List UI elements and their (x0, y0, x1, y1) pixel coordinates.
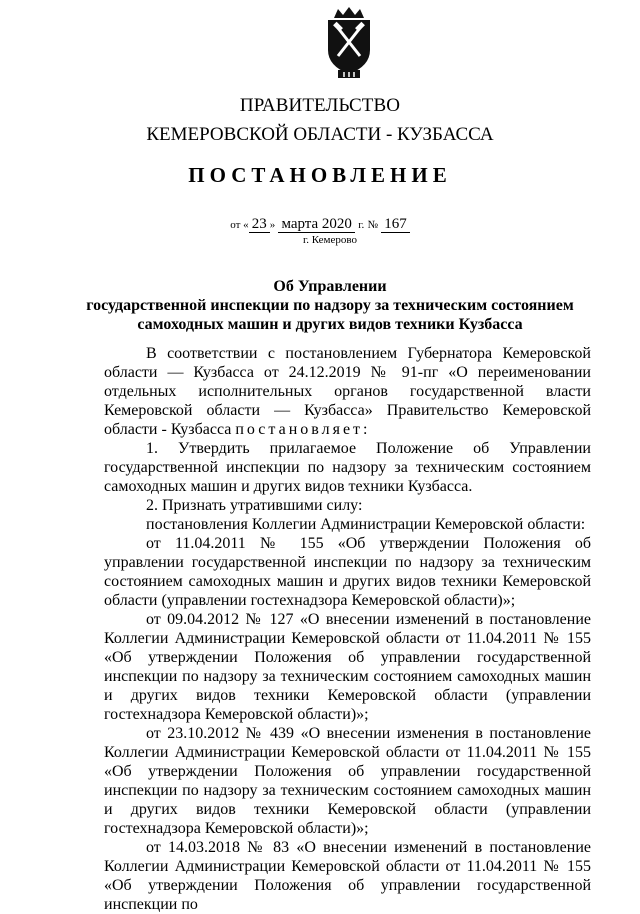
number-label: № (367, 219, 378, 231)
document-type-title: ПОСТАНОВЛЕНИЕ (188, 163, 452, 187)
subject-line1: Об Управлении (273, 278, 387, 295)
paragraph-item-1: 1. Утвердить прилагаемое Положение об Управлении государственной инспекции по надзору за техническим состоянием самоходных машин и других видов техники Кузбасса. (104, 440, 591, 495)
paragraph-repealed-1: от 11.04.2011 № 155 «Об утверждении Положения об управлении государственной инспекции по надзору за техническим состоянием самоходных машин и других видов техники Кемеровской области (управлении гостехнадзора Кемеровской области)»; (104, 535, 591, 609)
subject-line2: государственной инспекции по надзору за техническим состоянием (86, 297, 574, 314)
city-name: г. Кемерово (302, 234, 358, 246)
date-day: 23 (249, 216, 270, 233)
preamble-text: В соответствии с постановлением Губернатора Кемеровской области — Кузбасса от 24.12.2019 № 91-пг «О переименовании отдельных исполнительных органов государственной власти Кемеровской области — Кузбасса» Правительство Кемеровской области - Кузбасса (104, 345, 591, 438)
date-number-line (0, 216, 640, 233)
paragraph-repealed-4: от 14.03.2018 № 83 «О внесении изменений в постановление Коллегии Администрации Кемеровской области от 11.04.2011 № 155 «Об утверждении Положения об управлении государственной инспекции по (104, 839, 591, 913)
document-body (104, 344, 591, 914)
coat-of-arms-icon (320, 4, 378, 82)
paragraph-preamble (104, 344, 591, 439)
document-subject (60, 277, 600, 334)
government-name-line2: КЕМЕРОВСКОЙ ОБЛАСТИ - КУЗБАССА (146, 124, 494, 145)
preamble-resolves: постановляет: (235, 421, 371, 438)
paragraph-repealed-2: от 09.04.2012 № 127 «О внесении изменений в постановление Коллегии Администрации Кемеровской области от 11.04.2011 № 155 «Об утверждении Положения об управлении государственной инспекции по надзору за техническим состоянием самоходных машин и других видов техники Кемеровской области (управлении гостехнадзора Кемеровской области)»; (104, 611, 591, 723)
document-number: 167 (381, 216, 410, 233)
government-name-line1: ПРАВИТЕЛЬСТВО (239, 95, 401, 116)
paragraph-resolutions-intro: постановления Коллегии Администрации Кемеровской области: (146, 516, 586, 533)
date-prefix: от « (230, 219, 249, 231)
date-month-year: марта 2020 (278, 216, 355, 233)
paragraph-repealed-3: от 23.10.2012 № 439 «О внесении изменения в постановление Коллегии Администрации Кемеровской области от 11.04.2011 № 155 «Об утверждении Положения об управлении государственной инспекции по надзору за техническим состоянием самоходных машин и других видов техники Кемеровской области (управлении гостехнадзора Кемеровской области)»; (104, 725, 591, 837)
date-year-suffix: г. (358, 219, 365, 231)
paragraph-item-2: 2. Признать утратившими силу: (146, 497, 363, 514)
date-quote-close: » (269, 219, 276, 231)
subject-line3: самоходных машин и других видов техники Кузбасса (137, 316, 523, 333)
